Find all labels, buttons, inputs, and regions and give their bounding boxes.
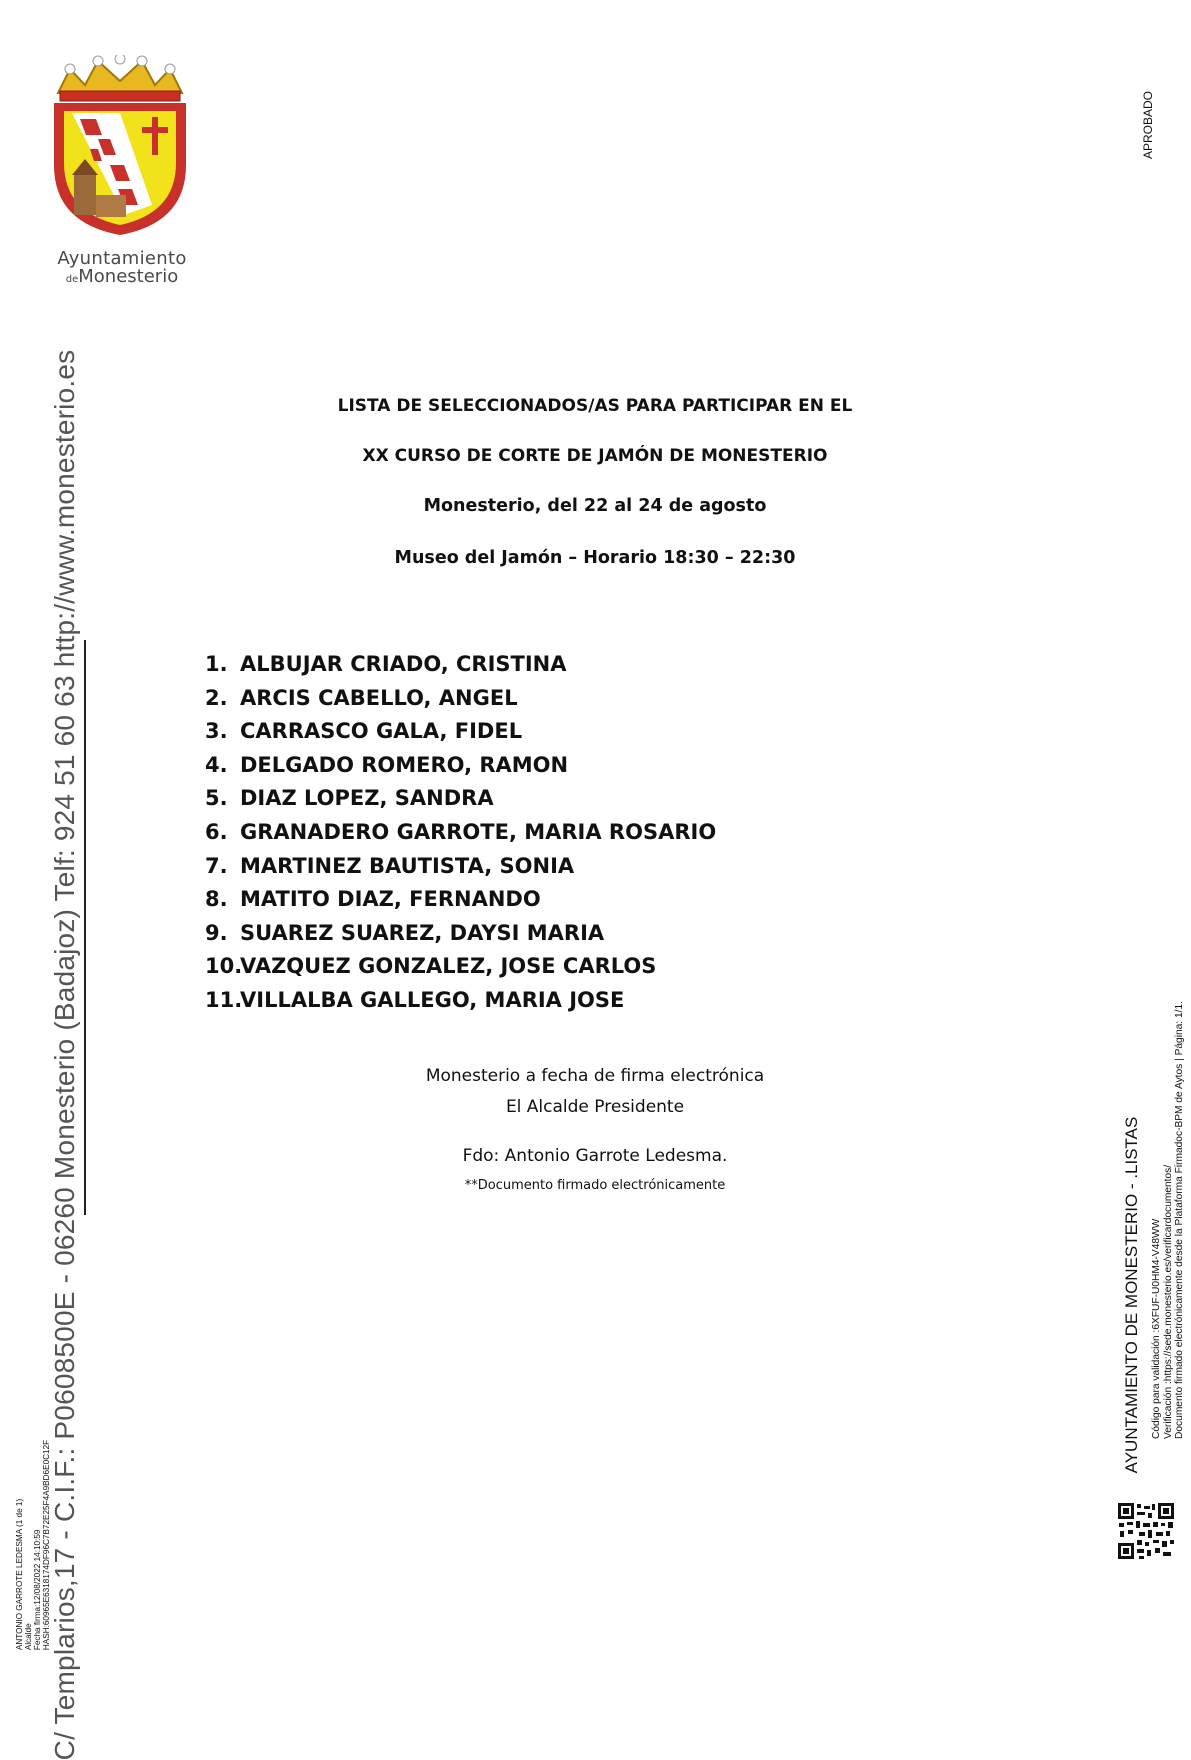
item-number: 4. — [205, 752, 228, 777]
heading-line-2: XX CURSO DE CORTE DE JAMÓN DE MONESTERIO — [362, 446, 828, 466]
qr-code-icon[interactable] — [1117, 1502, 1175, 1560]
logo-text — [42, 248, 202, 287]
logo-line-2-main: Monesterio — [78, 266, 179, 287]
left-divider — [84, 640, 86, 1215]
item-name: SUAREZ SUAREZ, DAYSI MARIA — [240, 920, 605, 945]
signature-meta-line: Fecha firma:12/08/2022 14:10:59 — [33, 1529, 42, 1651]
list-item — [205, 950, 716, 984]
signature-meta-line: ANTONIO GARROTE LEDESMA (1 de 1) — [15, 1498, 24, 1651]
verification-details — [1151, 1001, 1186, 1439]
list-item — [205, 782, 716, 816]
item-name: VILLALBA GALLEGO, MARIA JOSE — [240, 987, 625, 1012]
address-band: C/ Templarios,17 - C.I.F.: P0608500E - 06260 Monesterio (Badajoz) Telf: 924 51 60 63 http://www.monesterio.es — [49, 349, 80, 1760]
item-number: 7. — [205, 853, 228, 878]
item-number: 3. — [205, 719, 228, 744]
closing-role-line: El Alcalde Presidente — [505, 1097, 685, 1117]
item-number: 9. — [205, 920, 228, 945]
item-name: CARRASCO GALA, FIDEL — [240, 719, 523, 744]
list-item — [205, 984, 716, 1018]
item-name: GRANADERO GARROTE, MARIA ROSARIO — [240, 819, 717, 844]
approved-stamp: APROBADO — [1141, 90, 1155, 160]
item-name: DIAZ LOPEZ, SANDRA — [240, 786, 494, 811]
heading-line-3: Monesterio, del 22 al 24 de agosto — [423, 496, 767, 516]
logo-line-1: Ayuntamiento — [57, 248, 187, 269]
item-number: 2. — [205, 685, 228, 710]
list-item — [205, 850, 716, 884]
item-name: MARTINEZ BAUTISTA, SONIA — [240, 853, 575, 878]
item-number: 6. — [205, 819, 228, 844]
item-number: 1. — [205, 652, 228, 676]
participants-list — [205, 648, 716, 1018]
item-number: 11. — [205, 987, 243, 1012]
logo-line-2-small: de — [65, 274, 79, 285]
heading-line-1: LISTA DE SELECCIONADOS/AS PARA PARTICIPAR EN EL — [337, 396, 853, 416]
list-item — [205, 715, 716, 749]
closing-note-line: **Documento firmado electrónicamente — [464, 1178, 726, 1193]
list-item — [205, 648, 716, 682]
coat-of-arms-icon — [40, 55, 200, 245]
closing-date-line: Monesterio a fecha de firma electrónica — [425, 1066, 765, 1086]
item-name: DELGADO ROMERO, RAMON — [240, 752, 569, 777]
municipal-logo — [40, 55, 200, 295]
closing-signature-line: Fdo: Antonio Garrote Ledesma. — [462, 1146, 728, 1166]
item-number: 8. — [205, 887, 228, 912]
signature-metadata — [15, 1440, 51, 1650]
list-item — [205, 749, 716, 783]
list-item — [205, 883, 716, 917]
item-name: ARCIS CABELLO, ANGEL — [240, 685, 518, 710]
verification-url[interactable]: Verificación :https://sede.monesterio.es/verificardocumentos/ — [1162, 1164, 1174, 1439]
signature-meta-line: Alcalde — [24, 1623, 33, 1651]
item-name: VAZQUEZ GONZALEZ, JOSE CARLOS — [240, 954, 657, 979]
verification-title: AYUNTAMIENTO DE MONESTERIO - .LISTAS — [1122, 1116, 1141, 1474]
logo-line-2 — [42, 266, 202, 287]
list-item — [205, 816, 716, 850]
signature-meta-line: HASH:60965E6318174DF96C7B72E25F4A9BD6E0C12F — [42, 1439, 51, 1651]
list-item — [205, 682, 716, 716]
item-name: ALBUJAR CRIADO, CRISTINA — [240, 652, 567, 676]
verification-code: Código para validación :6XFUF-U0HM4-V48WW — [1150, 1218, 1162, 1439]
verification-platform: Documento firmado electrónicamente desde la Plataforma Firmadoc-BPM de Aytos | Página: 1/1. — [1173, 1001, 1185, 1439]
item-name: MATITO DIAZ, FERNANDO — [240, 887, 541, 912]
heading-line-4: Museo del Jamón – Horario 18:30 – 22:30 — [394, 548, 796, 568]
item-number: 5. — [205, 786, 228, 811]
list-item — [205, 917, 716, 951]
item-number: 10. — [205, 954, 243, 979]
